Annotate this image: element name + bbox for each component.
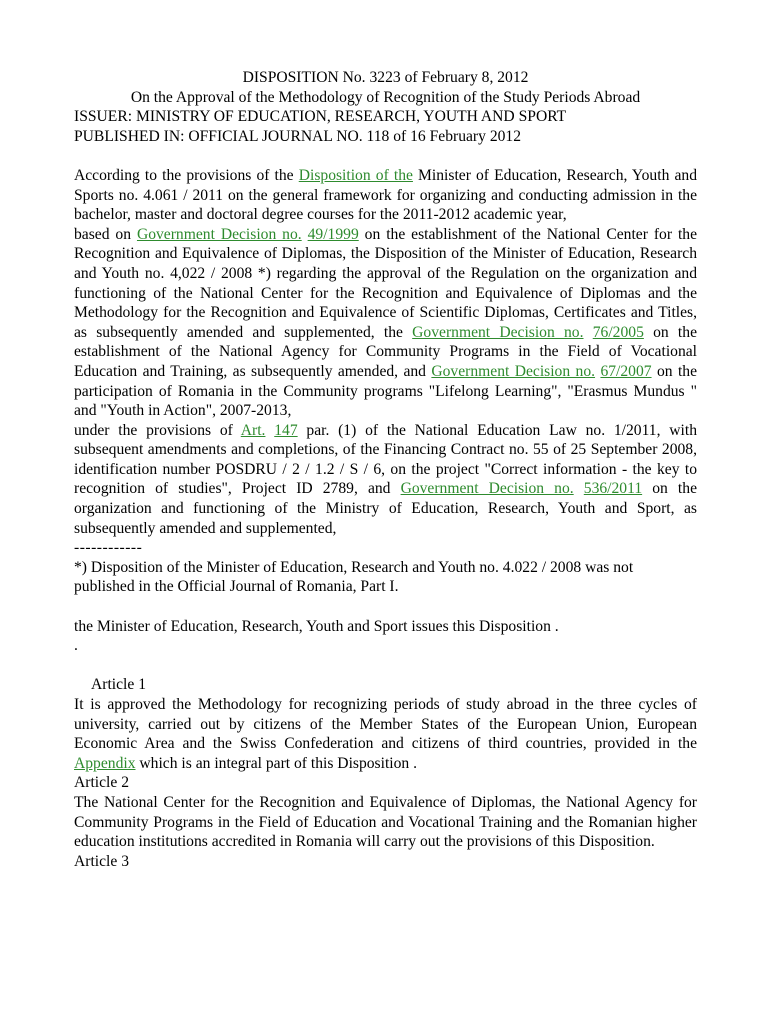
issues-dot: . — [74, 637, 78, 655]
footnote-text: *) Disposition of the Minister of Education, Research and Youth no. 4.022 / 2008 was not published in the Official Journal of Romania, Part I. — [74, 558, 634, 596]
government-decision-number-link-3[interactable]: 67/2007 — [600, 362, 652, 380]
published-line: PUBLISHED IN: OFFICIAL JOURNAL NO. 118 of 16 February 2012 — [74, 127, 522, 145]
text-run: on the establishment of the National Center for the Recognition and Equivalence of Diplomas, the Disposition of the Minister of Education, Research and Youth no. 4,022 / 2008 *) regarding the approval of the Regulation on the organization and functioning of the National Center for the Recognition and Equivalence of Diplomas and the Methodology for the Recognition and Equivalence of Scientific Diplomas, Certificates and Titles, as subsequently amended and supplemented, the — [74, 225, 698, 341]
government-decision-link-4[interactable]: Government Decision no. — [400, 480, 574, 498]
preamble-paragraph-2 — [74, 225, 697, 421]
text-run: which is an integral part of this Disposition . — [135, 754, 418, 772]
footnote-separator: ------------ — [74, 539, 143, 557]
government-decision-number-link-2[interactable]: 76/2005 — [592, 323, 644, 341]
preamble-paragraph-3 — [74, 421, 697, 539]
text-run: According to the provisions of the — [74, 166, 299, 184]
document-body — [74, 68, 697, 871]
article-link[interactable]: Art. — [240, 421, 266, 439]
text-run: It is approved the Methodology for recognizing periods of study abroad in the three cycles of university, carried out by citizens of the Member States of the European Union, European Economic Area and the Swiss Confederation and citizens of third countries, provided in the — [74, 696, 697, 753]
article-3-title: Article 3 — [74, 852, 129, 870]
spacer — [74, 656, 697, 676]
article-1-title: Article 1 — [91, 676, 146, 694]
government-decision-link-3[interactable]: Government Decision no. — [431, 362, 596, 380]
article-2-text: The National Center for the Recognition and Equivalence of Diplomas, the National Agency for Community Programs in the Field of Education and Vocational Training and the Romanian higher education institutions accredited in Romania will carry out the provisions of this Disposition. — [74, 793, 697, 851]
government-decision-number-link-4[interactable]: 536/2011 — [583, 480, 643, 498]
spacer — [74, 597, 697, 617]
text-run: on the organization and functioning of the Ministry of Education, Research, Youth and Sport, as subsequently amended and supplemented, — [74, 480, 697, 537]
article-1-text — [74, 695, 697, 773]
disposition-link[interactable]: Disposition of the — [298, 166, 413, 184]
spacer — [74, 146, 697, 166]
appendix-link[interactable]: Appendix — [74, 754, 136, 772]
issues-statement: the Minister of Education, Research, Youth and Sport issues this Disposition . — [74, 617, 559, 635]
text-run: on the participation of Romania in the Community programs "Lifelong Learning", "Erasmus Mundus " and "Youth in Action", 2007-2013, — [74, 362, 697, 420]
text-run: par. (1) of the National Education Law no. 1/2011, with subsequent amendments and completions, of the Financing Contract no. 55 of 25 September 2008, identification number POSDRU / 2 / 1.2 / S / 6, on the project "Correct information - the key to recognition of studies", Project ID 2789, and — [74, 421, 697, 498]
text-run: on the establishment of the National Agency for Community Programs in the Field of Vocational Education and Training, as subsequently amended, and — [74, 323, 697, 380]
government-decision-number-link-1[interactable]: 49/1999 — [307, 225, 359, 243]
preamble-paragraph-1 — [74, 166, 697, 225]
government-decision-link-1[interactable]: Government Decision no. — [136, 225, 302, 243]
text-run: Minister of Education, Research, Youth and Sports no. 4.061 / 2011 on the general framework for organizing and conducting admission in the bachelor, master and doctoral degree courses for the 2011-2012 academic year, — [74, 166, 697, 224]
text-run: based on — [74, 225, 137, 243]
text-run: under the provisions of — [74, 421, 241, 439]
article-2-title: Article 2 — [74, 774, 129, 792]
government-decision-link-2[interactable]: Government Decision no. — [412, 323, 584, 341]
disposition-subtitle: On the Approval of the Methodology of Recognition of the Study Periods Abroad — [130, 88, 641, 106]
disposition-title: DISPOSITION No. 3223 of February 8, 2012 — [242, 69, 529, 86]
article-number-link[interactable]: 147 — [274, 421, 298, 439]
issuer-line: ISSUER: MINISTRY OF EDUCATION, RESEARCH, YOUTH AND SPORT — [74, 108, 567, 126]
